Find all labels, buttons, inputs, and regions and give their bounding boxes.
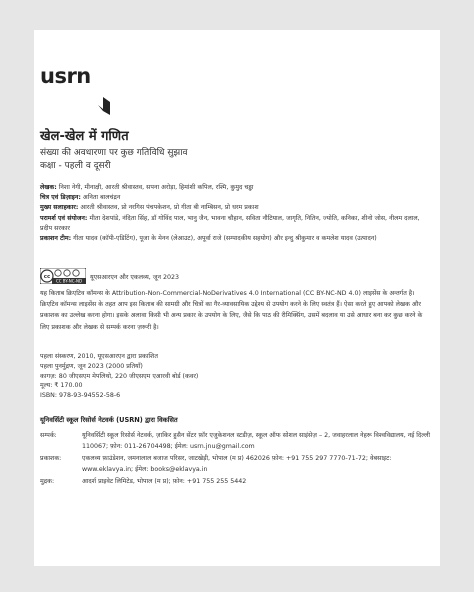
publication-line: मूल्य: ₹ 170.00 [40,382,83,390]
address-label: मुद्रक: [40,477,55,485]
credit-label: प्रकाशन टीम: [40,235,72,243]
usrn-logo-mark [97,96,111,116]
address-text: यूनिवर्सिटी स्कूल रिसोर्स नेटवर्क, ज़ाकिर हुसैन सेंटर फ़ॉर एजुकेशनल स्टडीज़, स्कूल ऑफ सोशल साइंसेज़ – 2, जवाहरलाल नेहरू विश्वविद्यालय, नई दिल्ली 110067; फ़ोन: 011-26704498; ईमेल: usrn.jnu@gmail.com [82,432,430,451]
address-row [40,430,432,453]
address-row [40,476,432,487]
copyright-line: यूएसआरएन और एकलव्य, जून 2023 [90,274,179,281]
credit-label: लेखक: [40,184,57,191]
book-subtitle: संख्या की अवधारणा पर कुछ गतिविधि सुझाव [40,148,188,158]
credit-label: परामर्श एवं संयोजन: [40,214,88,222]
address-row [40,453,432,476]
publication-line: कागज़: 80 जीएसएम मेपलिथो, 220 जीएसएम एआरवी बोर्ड (कवर) [40,372,199,380]
credit-text: मीता देशपांडे, नंदिता सिंह, डॉ गोविंद पाल, भानु जैन, भावना चौहान, सविता नौटियाल, जागृति, नितिन, ज्योति, कनिका, शीनो जोस, नीलम दलाल, प्रदीप सरकार [40,214,420,232]
cc-license-badge-icon [40,268,86,284]
license-text: यह किताब क्रिएटिव कॉमन्स के Attribution-Non-Commercial-NoDerivatives 4.0 International (CC BY-NC-ND 4.0) लाइसेंस के अन्तर्गत है। क्रिएटिव कॉमन्स लाइसेंस के तहत आप इस किताब की सामग्री और चित्रों का गैर-व्यावसायिक उद्देश्य से उपयोग करने के लिए स्वतंत्र हैं। ऐसा करते हुए आपको लेखक और प्रकाशक का उल्लेख करना होगा। इसके अलावा किसी भी अन्य प्रकार के उपयोग के लिए, जैसे कि पाठ की रीमिक्सिंग, उसमें बदलाव या उसे आधार बना कर कुछ करने के लिए प्रकाशक और लेखक से सम्पर्क करना ज़रूरी है। [40,290,423,331]
address-label: प्रकाशक: [40,454,62,462]
address-text: एकलव्य फ़ाउंडेशन, जमनालाल बजाज परिसर, जाटखेड़ी, भोपाल (म प्र) 462026 फ़ोन: +91 755 297 7770-71-72; वेबसाइट: www.eklavya.in; ईमेल: books@eklavya.in [82,454,392,474]
credit-text: अनिता बालचंद्रन [82,194,121,202]
svg-text:cc: cc [43,274,51,280]
credit-label: मुख्य सलाहकार: [40,204,79,212]
credit-row [40,203,430,213]
credit-text: आरती श्रीवास्तव, प्रो नरगिस पंचपकेशन, प्रो गीता बी नाम्बिसन, प्रो धरम प्रकाश [80,204,259,212]
credit-row [40,183,430,193]
credits-block [40,183,430,244]
credit-label: चित्र एवं डिज़ाइन: [40,194,81,202]
credit-text: गीता यादव (कॉपी-एडिटिंग), पूजा के मेनन (लेआउट), अपूर्वा राजे (सम्पादकीय सहयोग) और इन्दु श्रीकुमार व कमलेश यादव (उत्पादन) [73,235,377,243]
address-label: सम्पर्क: [40,432,57,439]
book-title: खेल-खेल में गणित [40,129,129,144]
book-grade: कक्षा - पहली व दूसरी [40,161,111,171]
address-text: आदर्श प्राइवेट लिमिटेड, भोपाल (म प्र); फ़ोन: +91 755 255 5442 [82,477,247,485]
publication-line: पहला संस्करण, 2010, यूएसआरएन द्वारा प्रकाशित [40,353,158,360]
credit-row [40,214,430,234]
publication-details [40,352,430,401]
developed-by: यूनिवर्सिटी स्कूल रिसोर्स नेटवर्क (USRN) द्वारा विकसित [40,416,178,424]
publication-line: ISBN: 978-93-94552-58-6 [40,392,121,400]
credit-row [40,234,430,244]
credit-row [40,193,430,203]
publication-line: पहला पुनर्मुद्रण, जून 2023 (2000 प्रतियाँ) [40,362,143,370]
credit-text: निशा नेगी, मीनाक्षी, आरती श्रीवास्तव, सपना अरोड़ा, हिमांशी कपिल, रश्मि, कुमुद चड्ढा [58,184,254,191]
cc-badge-label: CC BY-NC-ND [55,278,83,284]
address-block [40,430,432,487]
usrn-logo-text: usrn [40,64,91,88]
